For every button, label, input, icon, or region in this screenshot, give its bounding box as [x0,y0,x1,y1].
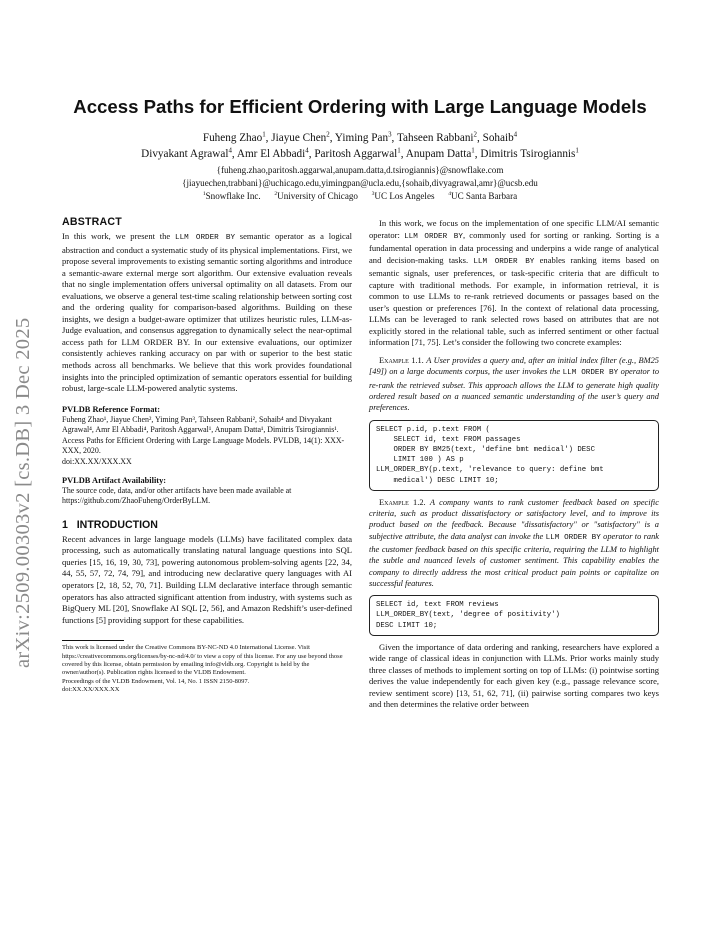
author-affiliation-marker: 2 [326,130,330,139]
affiliation-name: UC Los Angeles [374,191,435,201]
author-name: Divyakant Agrawal [141,148,229,160]
author-name: Anupam Datta [405,148,472,160]
author-affiliation-marker: 1 [575,146,579,155]
code-block-1: SELECT p.id, p.text FROM ( SELECT id, text FROM passages ORDER BY BM25(text, 'define bmt medical') DESC LIMIT 100 ) AS p LLM_ORDER_BY(p.text, 'relevance to query: define bmt medical') DESC LIMIT 10; [369,420,659,491]
arxiv-identifier: arXiv:2509.00303v2 [cs.DB] 3 Dec 2025 [12,317,34,668]
author-3 [406,148,475,160]
author-name: Yiming Pan [334,132,389,144]
proceedings-footnote: Proceedings of the VLDB Endowment, Vol. 14, No. 1 ISSN 2150-8097. [62,677,250,685]
author-affiliation-marker: 1 [397,146,401,155]
author-affiliation-marker: 4 [513,130,518,139]
author-4 [483,132,518,144]
author-affiliation-marker: 1 [471,146,475,155]
doi-footnote: doi:XX.XX/XXX.XX [62,686,120,694]
focus-paragraph: In this work, we focus on the implementation of one specific LLM/AI semantic operator: LLM ORDER BY, commonly used for sorting or ranking. Sorting is a fundamental operation in data processing and underpins a wide range of analytical and decision-making tasks. LLM ORDER BY enables ranking items based on semantic signals, user preferences, or task-specific criteria that are difficult to capture with traditional methods. For example, in information retrieval, it is common to use LLMs to re-rank retrieved documents or passages based on the user’s question or preferences [76]. In the context of relational data processing, LLMs can be leveraged to rank selected rows based on attributes that are not explicitly stored in the relational table, such as inferred sentiment or other factual information [71, 75]. Let’s consider the following two concrete examples: [369,218,660,348]
author-affiliation-marker: 2 [473,130,477,139]
right-column [369,216,659,711]
author-0 [141,148,232,160]
affiliation-2 [274,191,358,201]
author-name: Sohaib [482,132,514,144]
affiliation-3 [372,191,435,201]
artifact-heading: PVLDB Artifact Availability: [62,475,167,485]
artifact-text: The source code, data, and/or other artifacts have been made available at https://github.com/ZhaoFuheng/OrderByLLM. [62,485,292,506]
author-line-1: Fuheng Zhao$^1$, Jiayue Chen$^2$, Yiming Pan$^3$, Tahseen Rabbani$^2$, Sohaib$^4$ [202,130,518,144]
affiliation-marker: 1 [202,190,206,197]
footnote-rule [62,640,124,641]
author-2 [335,132,392,144]
affiliations-line [0,190,720,203]
paper-title: Access Paths for Efficient Ordering with Large Language Models [73,96,647,117]
author-name: Tahseen Rabbani [396,132,474,144]
classical-methods-paragraph: Given the importance of data ordering and ranking, researchers have explored a wide range of classical ideas in conjunction with LLMs. Prior works mainly study three classes of methods to implement sorting on top of LLMs: (i) pointwise sorting derives the value independently for each given key (e.g., passage relevance score, review sentiment score) [13, 51, 62, 71], (ii) pairwise sorting compares two keys and then determines the relative order between [369,641,659,710]
example-1-2: Example 1.2. A company wants to rank customer feedback based on specific criteria, such as product dissatisfactory or satisfactory level, and to improve its product based on the feedback. Because "dissatisfactory" or "satisfactory" is a subjective attribute, the data analyst can invoke the LLM ORDER BY operator to rank the customer feedback based on this specific criteria, requiring the LLM to highlight the subtle and nuanced levels of customer sentiment. This capability enables the company to directly address the most critical product pain points or capitalize on successful features. [369,497,659,588]
affiliation-name: University of Chicago [277,191,358,201]
author-affiliation-marker: 4 [305,146,309,155]
author-1 [237,148,309,160]
author-0 [203,132,266,144]
abstract-heading: ABSTRACT [62,216,122,228]
affiliation-name: UC Santa Barbara [451,191,518,201]
author-2 [314,148,400,160]
author-line-2: Divyakant Agrawal$^4$, Amr El Abbadi$^4$, Paritosh Aggarwal$^1$, Anupam Datta$^1$, Dimitris Tsirogiannis$^1$ [141,146,579,160]
emails-line-2: {jiayuechen,trabbani}@uchicago.edu,yimingpan@ucla.edu,{sohaib,divyagrawal,amr}@ucsb.edu [182,178,538,188]
left-column [62,216,352,695]
author-name: Jiayue Chen [271,132,327,144]
introduction-paragraph: Recent advances in large language models (LLMs) have facilitated complex data processing, such as automatically translating natural language questions into SQL queries [15, 16, 19, 30, 73], powering autonomous problem-solving agents [22, 34, 44, 55, 57, 72, 74, 79], and introducing new declarative query languages with AI operators [2, 18, 52, 70, 71]. Building LLM declarative interface through semantic operators has also attracted significant attention from industry, with systems such as BigQuery ML [20], Snowflake AI SQL [2, 56], and Amazon Redshift’s user-defined functions [5] providing support for these capabilities. [62,533,352,625]
affiliation-marker: 3 [371,190,375,197]
affiliation-marker: 2 [274,190,278,197]
author-name: Dimitris Tsirogiannis [480,148,576,160]
author-affiliation-marker: 4 [228,146,232,155]
author-1 [271,132,329,144]
example-1-1: Example 1.1. A User provides a query and, after an initial index filter (e.g., BM25 [49]) on a large documents corpus, the user invokes the LLM ORDER BY operator to re-rank the retrieved subset. This approach allows the LLM to generate high quality ordered result based on a nuanced semantic understanding of the user’s query and preferences. [369,356,660,413]
license-footnote: This work is licensed under the Creative Commons BY-NC-ND 4.0 International License. Visit https://creativecommons.org/licenses/by-nc-nd/4.0/ to view a copy of this license. For any use beyond those covered by this license, obtain permission by emailing info@vldb.org. Copyright is held by the owner/author(s). Publication rights licensed to the VLDB Endowment. [62,644,343,677]
introduction-heading: 1 INTRODUCTION [62,518,158,531]
affiliation-1 [203,191,261,201]
author-4 [480,148,579,160]
abstract-text: In this work, we present the LLM ORDER BY semantic operator as a logical abstraction and conduct a systematic study of its physical implementations. First, we propose several improvements to existing semantic sorting algorithms and introduce a semantic-aware external merge sort algorithm. Our extensive evaluation reveals that no single implementation offers universal optimality on all datasets. From our evaluations, we observe a general test-time scaling relationship between sorting cost and the ordering quality for comparison-based algorithms. Building on these insights, we design a budget-aware optimizer that utilizes heuristic rules, LLM-as-Judge evaluation, and consensus aggregation to dynamically select the near-optimal access path for LLM ORDER BY. In our extensive evaluations, our optimizer consistently achieves ranking accuracy on par with or superior to the best static methods across all benchmarks. We believe that this work provides foundational insights into the principled optimization of semantic operators essential for building robust, large-scale LLM-powered analytic systems. [62,231,352,394]
reference-format-text: Fuheng Zhao¹, Jiayue Chen², Yiming Pan³, Tahseen Rabbani², Sohaib⁴ and Divyakant Agrawal⁴, Amr El Abbadi⁴, Paritosh Aggarwal¹, Anupam Datta¹, Dimitris Tsirogiannis¹. Access Paths for Efficient Ordering with Large Language Models. PVLDB, 14(1): XXX-XXX, 2020. doi:XX.XX/XXX.XX [62,414,345,467]
author-affiliation-marker: 3 [388,130,392,139]
author-3 [397,132,477,144]
author-name: Amr El Abbadi [236,148,306,160]
affiliation-marker: 4 [448,190,451,197]
reference-format-heading: PVLDB Reference Format: [62,404,160,414]
emails-line-1: {fuheng.zhao,paritosh.aggarwal,anupam.datta,d.tsirogiannis}@snowflake.com [216,165,504,175]
author-affiliation-marker: 1 [262,130,266,139]
affiliation-4 [448,191,517,201]
author-name: Fuheng Zhao [202,132,263,144]
code-block-2: SELECT id, text FROM reviews LLM_ORDER_BY(text, 'degree of positivity') DESC LIMIT 10; [369,595,659,636]
author-name: Paritosh Aggarwal [314,148,398,160]
affiliation-name: Snowflake Inc. [205,191,261,201]
